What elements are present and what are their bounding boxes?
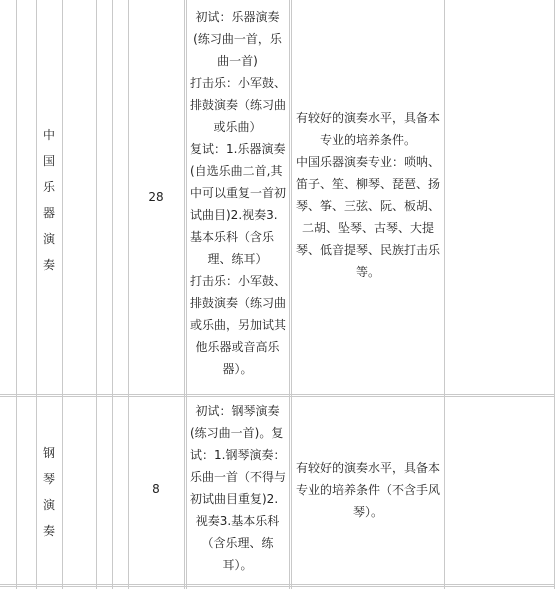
exam-content: 初试：钢琴演奏 (练习曲一首)。复 试：1.钢琴演奏： 乐曲一首（不得与 初试曲目重复)2. 视奏3.基本乐科 （含乐理、练 耳）。: [190, 404, 287, 572]
grid-line: [62, 0, 63, 589]
grid-line: [96, 0, 97, 589]
row-divider: [0, 396, 555, 397]
count-cell: [128, 0, 184, 394]
count-cell: [128, 396, 184, 584]
major-cell: [36, 396, 62, 584]
grid-line: [289, 0, 290, 589]
row-divider: [0, 394, 555, 395]
grid-line: [16, 0, 17, 589]
major-name: 中 国 乐 器 演 奏: [42, 128, 55, 272]
admission-requirements: 有较好的演奏水平，具备本 专业的培养条件。 中国乐器演奏专业：唢呐、 笛子、笙、柳琴、琵琶、扬 琴、筝、三弦、阮、板胡、 二胡、坠琴、古琴、大提 琴、低音提琴、民族打击乐 等。: [295, 111, 440, 279]
enrollment-count: 8: [152, 482, 160, 496]
row-divider: [0, 586, 555, 587]
grid-line: [184, 0, 185, 589]
major-name: 钢 琴 演 奏: [42, 446, 55, 538]
major-cell: [36, 0, 62, 394]
enrollment-count: 28: [148, 190, 164, 204]
exam-content: 初试：乐器演奏 (练习曲一首，乐 曲一首) 打击乐：小军鼓、 排鼓演奏（练习曲 或乐曲） 复试：1.乐器演奏 (自选乐曲二首,其 中可以重复一首初 试曲目)2.视奏3. 基本乐科（含乐 理、练耳） 打击乐：小军鼓、 排鼓演奏（练习曲 或乐曲，另加试其 他乐器或音高乐 器）。: [190, 10, 287, 376]
grid-line: [112, 0, 113, 589]
grid-line: [444, 0, 445, 589]
row-divider: [0, 584, 555, 585]
grid-line: [291, 0, 292, 589]
admission-requirements: 有较好的演奏水平，具备本 专业的培养条件（不含手风 琴）。: [295, 461, 440, 519]
